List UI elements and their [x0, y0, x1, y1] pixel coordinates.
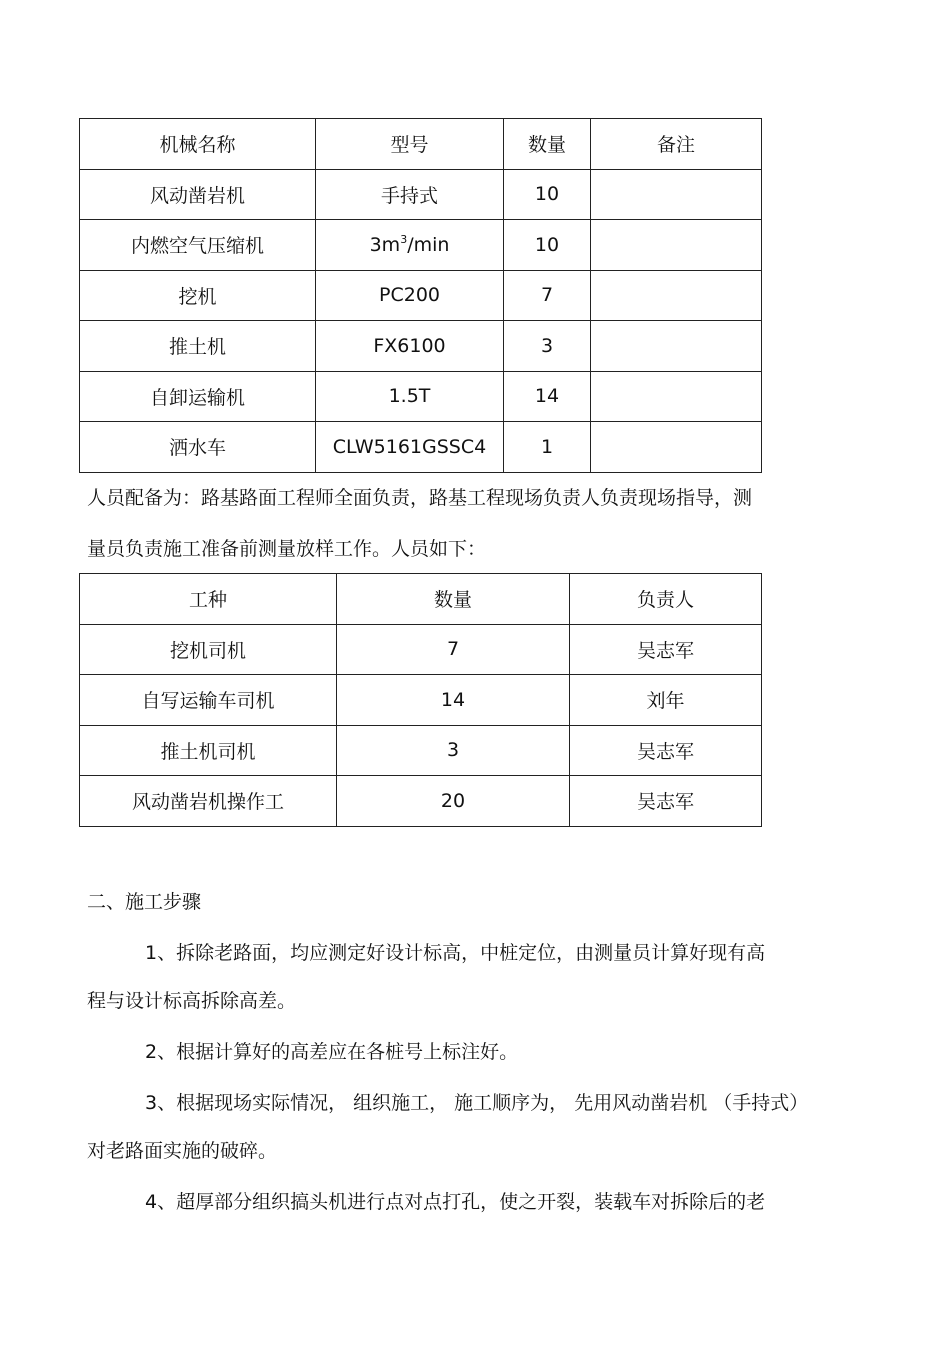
machine-name-cell: 挖机: [80, 270, 316, 321]
model-base-text: 3m: [369, 233, 401, 256]
step-1-line-2: 程与设计标高拆除高差。: [87, 990, 297, 1012]
header-model: 型号: [316, 119, 504, 170]
model-cell: [316, 220, 504, 271]
quantity-cell: 10: [504, 169, 591, 220]
lead-cell: 吴志军: [570, 725, 762, 776]
header-quantity: 数量: [504, 119, 591, 170]
remarks-cell: [591, 422, 762, 473]
machine-name-cell: 推土机: [80, 321, 316, 372]
quantity-cell: 3: [337, 725, 570, 776]
trade-cell: 推土机司机: [80, 725, 337, 776]
table-row: [80, 675, 762, 726]
quantity-cell: 20: [337, 776, 570, 827]
remarks-cell: [591, 270, 762, 321]
table-row: [80, 270, 762, 321]
table-row: [80, 371, 762, 422]
step-1-line-1: 1、拆除老路面，均应测定好设计标高，中桩定位，由测量员计算好现有高: [145, 942, 766, 964]
table-row: [80, 776, 762, 827]
model-cell: 手持式: [316, 169, 504, 220]
lead-cell: 吴志军: [570, 776, 762, 827]
trade-cell: 风动凿岩机操作工: [80, 776, 337, 827]
staff-table: [79, 573, 762, 827]
model-superscript: 3: [400, 232, 408, 246]
table-header-row: [80, 119, 762, 170]
step-2: 2、根据计算好的高差应在各桩号上标注好。: [145, 1041, 519, 1063]
header-trade: 工种: [80, 574, 337, 625]
table-row: [80, 422, 762, 473]
table-row: [80, 624, 762, 675]
quantity-cell: 3: [504, 321, 591, 372]
staff-intro-line-1: 人员配备为：路基路面工程师全面负责，路基工程现场负责人负责现场指导，测: [87, 487, 753, 509]
quantity-cell: 10: [504, 220, 591, 271]
table-row: [80, 220, 762, 271]
header-machine-name: 机械名称: [80, 119, 316, 170]
quantity-cell: 14: [504, 371, 591, 422]
quantity-cell: 1: [504, 422, 591, 473]
machine-name-cell: 内燃空气压缩机: [80, 220, 316, 271]
machinery-table: [79, 118, 762, 473]
table-row: [80, 321, 762, 372]
table-row: [80, 169, 762, 220]
remarks-cell: [591, 371, 762, 422]
remarks-cell: [591, 321, 762, 372]
trade-cell: 挖机司机: [80, 624, 337, 675]
trade-cell: 自写运输车司机: [80, 675, 337, 726]
step-3-line-1: 3、根据现场实际情况， 组织施工， 施工顺序为， 先用风动凿岩机 （手持式）: [145, 1092, 809, 1114]
section-heading: 二、施工步骤: [87, 891, 202, 913]
model-tail-text: /min: [407, 233, 450, 256]
table-header-row: [80, 574, 762, 625]
quantity-cell: 7: [504, 270, 591, 321]
staff-intro-line-2: 量员负责施工准备前测量放样工作。人员如下：: [87, 538, 487, 560]
step-4-line-1: 4、超厚部分组织搞头机进行点对点打孔，使之开裂，装载车对拆除后的老: [145, 1191, 766, 1213]
step-3-line-2: 对老路面实施的破碎。: [87, 1140, 278, 1162]
machine-name-cell: 风动凿岩机: [80, 169, 316, 220]
machine-name-cell: 洒水车: [80, 422, 316, 473]
remarks-cell: [591, 169, 762, 220]
quantity-cell: 14: [337, 675, 570, 726]
model-cell: PC200: [316, 270, 504, 321]
model-cell: 1.5T: [316, 371, 504, 422]
remarks-cell: [591, 220, 762, 271]
machine-name-cell: 自卸运输机: [80, 371, 316, 422]
header-remarks: 备注: [591, 119, 762, 170]
table-row: [80, 725, 762, 776]
header-lead: 负责人: [570, 574, 762, 625]
model-cell: CLW5161GSSC4: [316, 422, 504, 473]
model-cell: FX6100: [316, 321, 504, 372]
lead-cell: 吴志军: [570, 624, 762, 675]
quantity-cell: 7: [337, 624, 570, 675]
lead-cell: 刘年: [570, 675, 762, 726]
header-quantity: 数量: [337, 574, 570, 625]
